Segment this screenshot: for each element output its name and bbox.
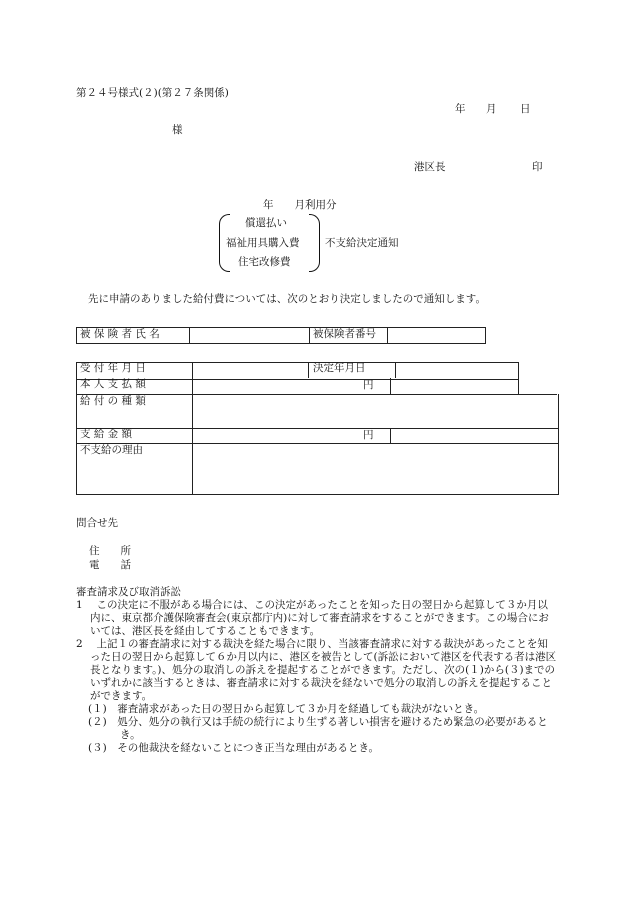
appeal-sub-2: (２) 処分、処分の執行又は手続の続行により生ずる著しい損害を避けるため緊急の必要があるとき。	[88, 716, 548, 741]
decision-date-label: 決定年月日	[308, 362, 396, 378]
payment-divider	[390, 378, 391, 394]
appeal-heading: 審査請求及び取消訴訟	[76, 586, 181, 598]
date-month: 月	[486, 103, 497, 115]
type-reimbursement: 償還払い	[245, 217, 287, 229]
amount-label: 支 給 金 額	[76, 428, 193, 443]
contact-heading: 問合せ先	[76, 517, 118, 529]
addressee-suffix: 様	[172, 124, 183, 136]
insured-number-label: 被保険者番号	[310, 328, 388, 344]
received-date-label: 受 付 年 月 日	[76, 362, 193, 378]
usage-period: 年 月利用分	[263, 199, 337, 211]
amount-unit: 円	[363, 429, 374, 441]
appeal-sub-3: (３) その他裁決を経ないことにつき正当な理由があるとき。	[88, 742, 380, 754]
insured-number-field[interactable]	[388, 328, 486, 344]
right-brace	[309, 214, 320, 272]
appeal-sub-1: (１) 審査請求があった日の翌日から起算して３か月を経過しても裁決がないとき。	[88, 703, 485, 715]
form-number: 第２４号様式(２)(第２７条関係)	[76, 87, 229, 99]
appeal-item-2: 2 上記１の審査請求に対する裁決を経た場合に限り、当該審査請求に対する裁決があったことを知った日の翌日から起算して６か月以内に、港区を被告として(訴訟において港区を代表する者は港区長となります。)、処分の取消しの訴えを提起することができます。ただし、次の(１)から(３)までのいずれかに該当するときは、審査請求に対する裁決を経ないで処分の取消しの訴えを提起することができます。	[76, 638, 557, 702]
date-day: 日	[520, 103, 531, 115]
type-home-renovation: 住宅改修費	[238, 256, 291, 268]
reason-label: 不支給の理由	[76, 444, 193, 494]
seal-mark: 印	[532, 161, 543, 173]
payment-label: 本 人 支 払 額	[76, 378, 193, 394]
appeal-item-1: 1 この決定に不服がある場合には、この決定があったことを知った日の翌日から起算して３か月以内に、東京都介護保険審査会(東京都庁内)に対して審査請求をすることができます。この場合においては、港区長を経由してすることもできます。	[76, 599, 549, 637]
type-welfare-equipment: 福祉用具購入費	[226, 237, 300, 249]
notice-title: 不支給決定通知	[325, 237, 399, 249]
appeal-section	[76, 586, 558, 755]
issuer-name: 港区長	[414, 161, 446, 173]
insured-name-label: 被 保 険 者 氏 名	[77, 328, 190, 344]
date-year: 年	[455, 103, 466, 115]
contact-phone-label: 電 話	[89, 559, 131, 571]
insured-name-field[interactable]	[190, 328, 310, 344]
payment-unit: 円	[363, 379, 374, 391]
insured-table	[76, 327, 486, 344]
intro-text: 先に申請のありました給付費については、次のとおり決定しましたので通知します。	[88, 293, 486, 305]
amount-divider	[390, 428, 391, 443]
kind-top-line	[517, 394, 557, 395]
contact-address-label: 住 所	[89, 545, 131, 557]
benefit-kind-label: 給 付 の 種 類	[76, 395, 193, 428]
